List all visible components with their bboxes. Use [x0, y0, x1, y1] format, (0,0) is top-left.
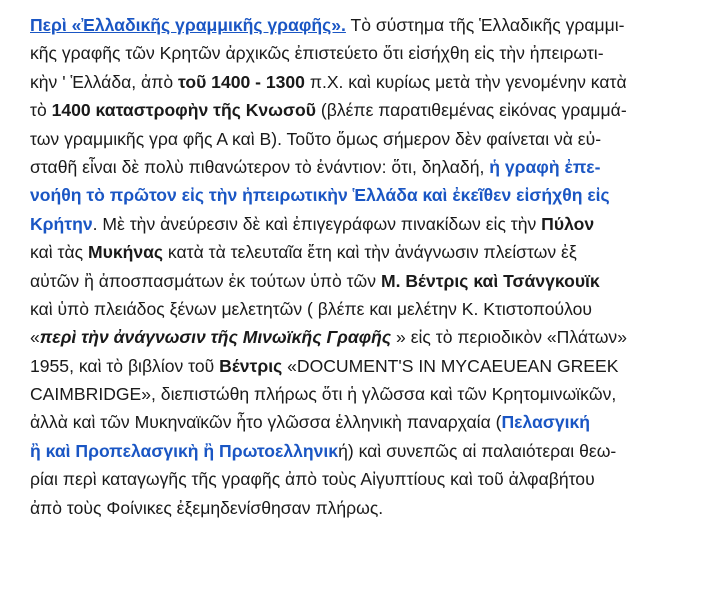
- text-run: «DOCUMENT'S IN MYCAEUEAN GREEK: [282, 355, 619, 376]
- blue-bold-run: Πελασγική: [501, 412, 591, 433]
- text-line: [30, 323, 709, 351]
- blue-bold-run: ἢ καὶ Προπελασγικὴ ἢ Πρωτοελληνικ: [30, 440, 339, 461]
- text-line: [30, 295, 709, 323]
- bold-run: Πύλον: [541, 213, 595, 234]
- text-line: [30, 380, 709, 408]
- bold-run: Μυκήνας: [87, 242, 164, 263]
- text-run: κῆς γραφῆς τῶν Κρητῶν ἀρχικῶς ἐπιστεύετο ὅτι εἰσήχθη εἰς τὴν ἠπειρωτι-: [30, 43, 604, 64]
- blue-bold-run: ἡ γραφὴ ἐπε-: [489, 156, 601, 177]
- text-line: [30, 96, 709, 124]
- blue-bold-run: Κρήτην: [30, 213, 93, 234]
- text-line: [30, 352, 709, 380]
- text-run: . Μὲ τὴν ἀνεύρεσιν δὲ καὶ ἐπιγεγράφων πινακίδων εἰς τὴν: [92, 213, 542, 234]
- text-line: [30, 11, 709, 39]
- text-line: [30, 153, 709, 181]
- text-run: αὐτῶν ἢ ἀποσπασμάτων ἐκ τούτων ὑπὸ τῶν: [30, 270, 381, 291]
- text-run: σταθῆ εἶναι δὲ πολὺ πιθανώτερον τὸ ἐνάντιον: ὅτι, δηλαδή,: [30, 156, 490, 177]
- text-run: ἀλλὰ καὶ τῶν Μυκηναϊκῶν ἦτο γλῶσσα ἑλληνικὴ παναρχαία (: [30, 412, 502, 433]
- text-run: ή) καὶ συνεπῶς αἱ παλαιότεραι θεω-: [338, 440, 617, 461]
- text-run: 1955, καὶ τὸ βιβλίον τοῦ: [30, 355, 220, 376]
- bold-run: 1400 καταστροφὴν τῆς Κνωσοῦ: [51, 100, 316, 121]
- text-line: [30, 238, 709, 266]
- bold-run: Βέντρις: [219, 355, 283, 376]
- text-run: καὶ τὰς: [30, 242, 88, 263]
- blue-bold-run: νοήθη τὸ πρῶτον εἰς τὴν ἠπειρωτικὴν Ἑλλάδα καὶ ἐκεῖθεν εἰσήχθη εἰς: [30, 185, 610, 206]
- bold-run: τοῦ 1400 - 1300: [177, 71, 305, 92]
- text-line: [30, 465, 709, 493]
- text-run: των γραμμικῆς γρα φῆς Α καὶ Β). Τοῦτο ὅμως σήμερον δὲν φαίνεται νὰ εὐ-: [30, 128, 602, 149]
- document-body: [30, 11, 710, 522]
- text-run: ἀπὸ τοὺς Φοίνικες ἐξεμηδενίσθησαν πλήρως.: [30, 497, 384, 518]
- text-run: τὸ: [30, 100, 52, 121]
- text-line: [30, 494, 709, 522]
- text-run: π.Χ. καὶ κυρίως μετὰ τὴν γενομένην κατὰ: [304, 71, 627, 92]
- text-run: «: [30, 327, 40, 348]
- text-line: [30, 408, 709, 436]
- text-run: ρίαι περὶ καταγωγῆς τῆς γραφῆς ἀπὸ τοὺς Αἰγυπτίους καὶ τοῦ ἀλφαβήτου: [30, 469, 595, 490]
- text-line: [30, 267, 709, 295]
- text-run: (βλέπε παρατιθεμένας εἰκόνας γραμμά-: [315, 100, 627, 121]
- text-line: [30, 68, 709, 96]
- text-line: [30, 39, 709, 67]
- bold-italic-run: περὶ τὴν ἀνάγνωσιν τῆς Μινωϊκῆς Γραφῆς: [39, 327, 392, 348]
- heading-link[interactable]: Περὶ «Ἐλλαδικῆς γραμμικῆς γραφῆς».: [30, 15, 346, 35]
- text-run: κὴν ' Ἑλλάδα, ἀπὸ: [30, 71, 178, 92]
- text-run: Τὸ σύστημα τῆς Ἑλλαδικῆς γραμμι-: [345, 15, 625, 35]
- text-line: [30, 181, 709, 209]
- text-line: [30, 437, 709, 465]
- bold-run: Μ. Βέντρις καὶ Τσάνγκουϊκ: [380, 270, 600, 291]
- text-run: καὶ ὑπὸ πλειάδος ξένων μελετητῶν ( βλέπε και μελέτην Κ. Κτιστοπούλου: [30, 298, 593, 319]
- text-run: » εἰς τὸ περιοδικὸν «Πλάτων»: [391, 327, 627, 348]
- text-run: κατὰ τὰ τελευταῖα ἔτη καὶ τὴν ἀνάγνωσιν πλείστων ἐξ: [163, 242, 577, 263]
- text-run: CAIMBRIDGE», διεπιστώθη πλήρως ὅτι ἡ γλῶσσα καὶ τῶν Κρητομινωϊκῶν,: [30, 384, 617, 405]
- text-line: [30, 125, 709, 153]
- text-line: [30, 210, 709, 238]
